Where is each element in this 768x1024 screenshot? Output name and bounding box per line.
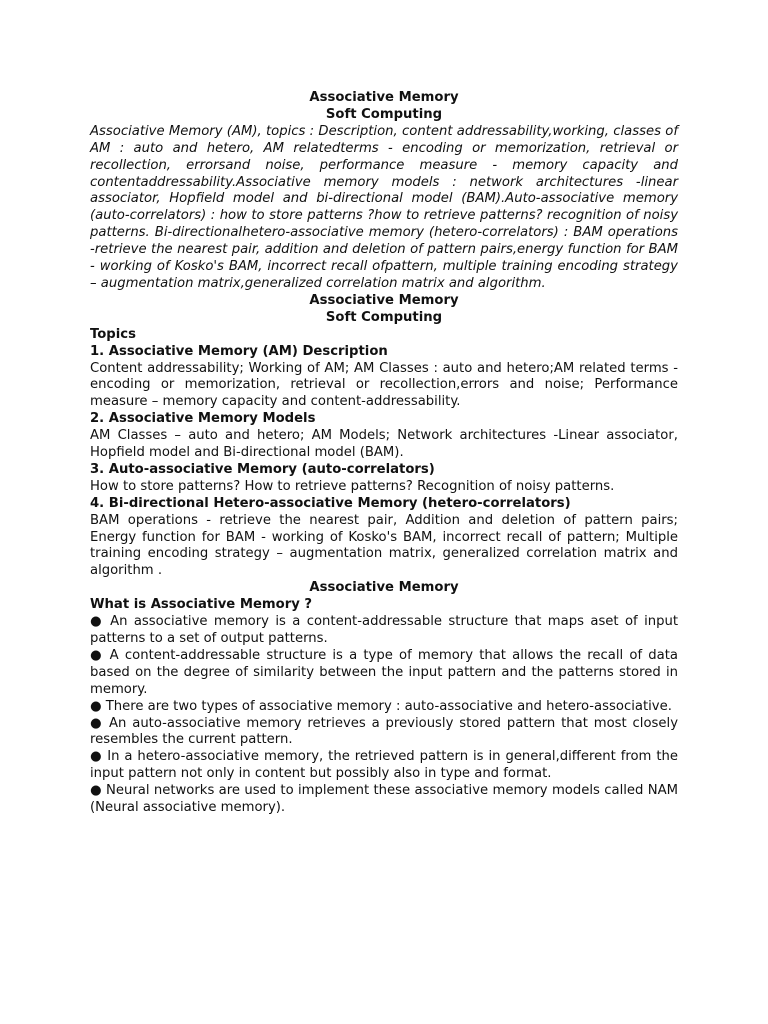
- topic-body-1: Content addressability; Working of AM; AM Classes : auto and hetero;AM related terms - encoding or memorization, retrieval or recollection,errors and noise; Performance measure – memory capacity and content-addressability.: [90, 360, 678, 410]
- topic-body-3: How to store patterns? How to retrieve patterns? Recognition of noisy patterns.: [90, 478, 615, 494]
- topic-heading-1: 1. Associative Memory (AM) Description: [90, 343, 388, 359]
- topic-body-4: BAM operations - retrieve the nearest pair, Addition and deletion of pattern pairs; Energy function for BAM - working of Kosko's BAM, incorrect recall of pattern; Multiple training encoding strategy – augmentation matrix, generalized correlation matrix and algorithm .: [90, 512, 678, 579]
- topic-heading-4: 4. Bi-directional Hetero-associative Memory (hetero-correlators): [90, 495, 571, 511]
- document-subtitle: Soft Computing: [325, 106, 443, 122]
- topic-heading-3: 3. Auto-associative Memory (auto-correlators): [90, 461, 435, 477]
- section-subtitle-2: Soft Computing: [325, 309, 443, 325]
- bullet-3: ● There are two types of associative memory : auto-associative and hetero-associative.: [90, 698, 672, 714]
- bullet-6: ● Neural networks are used to implement these associative memory models called NAM (Neural associative memory).: [90, 783, 678, 816]
- section-title-2: Associative Memory: [309, 292, 459, 308]
- topic-body-2: AM Classes – auto and hetero; AM Models; Network architectures -Linear associator, Hopfield model and Bi-directional model (BAM).: [90, 428, 678, 461]
- bullet-5: ● In a hetero-associative memory, the retrieved pattern is in general,different from the input pattern not only in content but possibly also in type and format.: [90, 749, 678, 782]
- topic-heading-2: 2. Associative Memory Models: [90, 411, 316, 427]
- bullet-1: ● An associative memory is a content-addressable structure that maps aset of input patterns to a set of output patterns.: [90, 614, 678, 646]
- section-title-3: Associative Memory: [309, 580, 459, 596]
- bullet-2: ● A content-addressable structure is a type of memory that allows the recall of data based on the degree of similarity between the input pattern and the patterns stored in memory.: [90, 647, 678, 697]
- document-page: [90, 90, 678, 817]
- document-title: Associative Memory: [309, 90, 459, 105]
- bullet-4: ● An auto-associative memory retrieves a previously stored pattern that most closely resembles the current pattern.: [90, 715, 678, 748]
- question-heading: What is Associative Memory ?: [90, 597, 313, 613]
- intro-paragraph: Associative Memory (AM), topics : Description, content addressability,working, classes of AM : auto and hetero, AM relatedterms - encoding or memorization, retrieval or recollection, errorsand noise, performance measure - memory capacity and contentaddressability.Associative memory models : network architectures -linear associator, Hopfield model and bi-directional model (BAM).Auto-associative memory (auto-correlators) : how to store patterns ?how to retrieve patterns? recognition of noisy patterns. Bi-directionalhetero-associative memory (hetero-correlators) : BAM operations -retrieve the nearest pair, addition and deletion of pattern pairs,energy function for BAM - working of Kosko's BAM, incorrect recall ofpattern, multiple training encoding strategy – augmentation matrix,generalized correlation matrix and algorithm.: [90, 123, 678, 291]
- topics-label: Topics: [90, 326, 136, 342]
